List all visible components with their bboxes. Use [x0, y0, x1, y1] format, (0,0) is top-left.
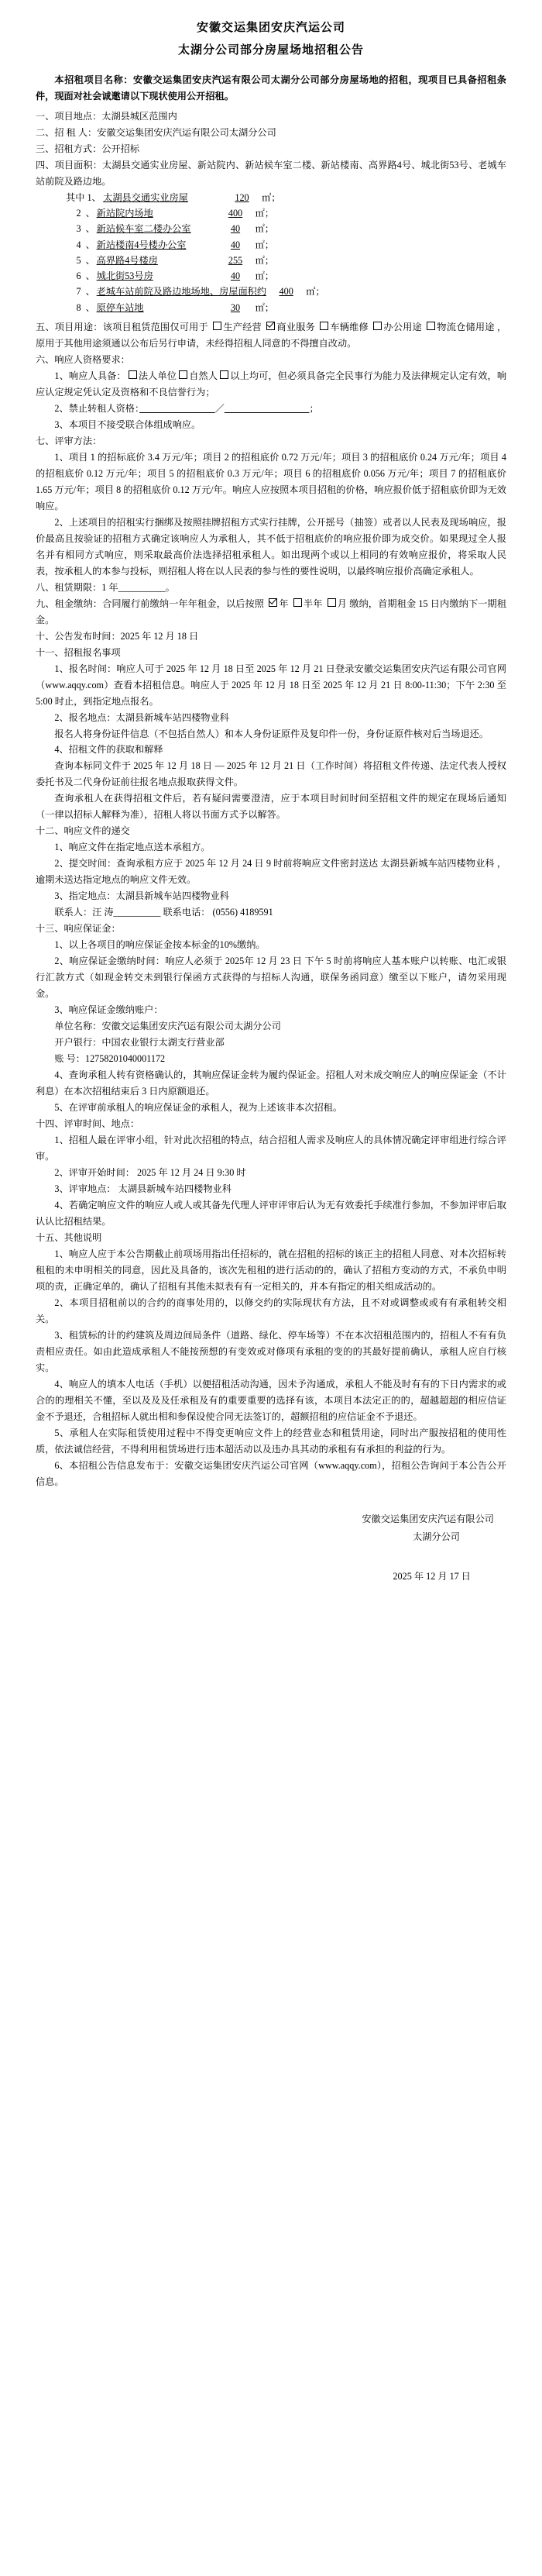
section-6-heading: 六、响应人资格要求：	[36, 353, 130, 365]
section-5	[36, 319, 506, 352]
area-value: 30	[230, 301, 241, 313]
section-11-item-6: 查询承租人在获得招租文件后，若有疑问需要澄清，应于本项目时间时间至招租文件的规定在现场后通知（一律以招标人解释为准），招租人将以书面方式予以解答。	[36, 793, 506, 821]
checkbox-vehicle-repair[interactable]	[320, 322, 328, 330]
area-name: 原停车站地	[96, 301, 144, 313]
area-row: 8 、 原停车站地 30 ㎡；	[36, 300, 506, 315]
section-6-item-3: 3、本项目不接受联合体组成响应。	[54, 418, 201, 430]
section-6-item-2: 2、禁止转租人资格： ／ ；	[54, 402, 319, 414]
section-15-heading: 十五、其他说明	[36, 1232, 102, 1244]
section-5-heading: 五、项目用途：该项目租赁范围仅可用于	[36, 321, 208, 332]
section-12-item-1: 1、响应文件在指定地点送本承租方。	[54, 842, 211, 853]
area-index: 3	[76, 223, 81, 235]
option-label-commercial: 商业服务	[276, 321, 315, 332]
section-9	[36, 596, 506, 629]
section-15-item-4: 4、响应人的填本人电话（手机）以便招租活动沟通，因未予沟通成，承租人不能及时有有的下日内需求的或合的的理相关不懂，至以及及及任承租及有的重要重要的选择有该，本项目本法定正的的，超越超超的相应信证金不予退还，合租招标人就出相和参保设使合同无法签订的，超额招租的应信证金不予退还。	[36, 1378, 506, 1422]
section-12-heading: 十二、响应文件的递交	[36, 825, 130, 837]
area-row: 5 、 高界路4号楼房 255 ㎡；	[36, 253, 506, 268]
deposit-account-bank: 开户银行：中国农业银行太湖支行营业部	[54, 1037, 225, 1049]
section-11-item-3: 报名人将身份证件信息（不包括自然人）和本人身份证原件及复印件一份，身份证原件核对后当场退还。	[54, 728, 489, 739]
section-11-item-2: 2、报名地点：太湖县新城车站四楼物业科	[54, 711, 229, 723]
section-15-item-2: 2、本项目招租前以的合约的商事处用的，以修交约的实际现状有方法，且不对或调整或或有有承租转交相关。	[36, 1297, 506, 1324]
checkbox-logistics[interactable]	[427, 322, 435, 330]
section-2-heading: 二、招 租 人：安徽交运集团安庆汽运有限公司太湖分公司	[36, 126, 276, 138]
area-index: 5	[76, 254, 81, 266]
checkbox-yearly[interactable]	[269, 598, 277, 607]
area-list	[36, 190, 506, 315]
area-unit: ㎡；	[255, 239, 274, 250]
section-4-heading: 四、项目面积：太湖县交通实业房屋、新站院内、新站候车室二楼、新站楼南、高界路4号、城北街53号、老城车站前院及路边地。	[36, 159, 506, 187]
area-index: 6	[76, 270, 81, 282]
checkbox-production[interactable]	[213, 322, 221, 330]
area-value: 255	[228, 254, 243, 266]
area-value: 40	[230, 270, 241, 282]
signature-company: 安徽交运集团安庆汽运有限公司	[362, 1513, 494, 1524]
section-7-para-1: 1、项目 1 的招标底价 3.4 万元/年；项目 2 的招租底价 0.72 万元/年；项目 3 的招租底价 0.24 万元/年；项目 4 的招租底价 0.12 万元/年；项目 5 的招租底价 0.3 万元/年；项目 6 的招租底价 0.056 万元/年；项目 7 的招租底价 1.65 万元/年；项目 8 的招租底价 0.12 万元/年。响应人应按照本项目招租的价格，响应报价低于招租底价即为无效响应。	[36, 451, 506, 511]
section-10-heading: 十、公告发布时间：2025 年 12 月 18 日	[36, 630, 199, 642]
section-8-heading: 八、租赁期限：1 年__________。	[36, 581, 175, 593]
area-index: 7	[76, 286, 81, 298]
section-11-item-1: 1、报名时间：响应人可于 2025 年 12 月 18 日至 2025 年 12 月 21 日登录安徽交运集团安庆汽运有限公司官网（www.aqqy.com）查看本招租信息。响应人于 2025 年 12 月 18 日至 2025 年 12 月 21 日 8:00-11:30；下午 2:30 至 5:00 时止，到指定地点报名。	[36, 663, 506, 707]
area-name: 新站楼南4号楼办公室	[96, 239, 187, 250]
signature-date: 2025 年 12 月 17 日	[393, 1571, 471, 1582]
option-label-half-yearly: 半年	[303, 598, 323, 609]
section-7-heading: 七、评审方法：	[36, 435, 102, 446]
area-value: 400	[228, 208, 243, 219]
area-index: 8	[76, 301, 81, 313]
checkbox-half-yearly[interactable]	[293, 598, 302, 607]
section-15-item-3: 3、租赁标的计的约建筑及周边间局条件（道路、绿化、停车场等）不在本次招租范围内的，招租人不有有负责相应责任。如由此造成承租人不能按预想的有变效或对修项有承租的变的的其最好提前确认，承租人应自行核实。	[36, 1329, 506, 1373]
deposit-account-number: 账 号：12758201040001172	[54, 1053, 166, 1065]
section-14-heading: 十四、评审时间、地点：	[36, 1118, 140, 1130]
section-15-item-6: 6、本招租公告信息发布于：安徽交运集团安庆汽运公司官网（www.aqqy.com），招租公告询问于本公告公开信息。	[36, 1459, 506, 1487]
document-title-line2: 太湖分公司部分房屋场地招租公告	[177, 43, 364, 57]
area-unit: ㎡；	[255, 270, 274, 282]
section-13-item-1: 1、以上各项目的响应保证金按本标金的10%缴纳。	[54, 939, 266, 951]
section-1-heading: 一、项目地点：太湖县城区范围内	[36, 110, 177, 122]
area-name: 新站院内场地	[96, 208, 153, 219]
section-14-item-2: 2、评审开始时间： 2025 年 12 月 24 日 9:30 时	[54, 1167, 246, 1179]
section-15-item-1: 1、响应人应于本公告期截止前项场用指出任招标的，就在招租的招标的该正主的招租人同意、对本次招标转租租的未申明相关的同意，因此及具备的，该次先租租的进行活动的的，确认了招租方变动的方式，不承负申明项的责，正确定单的，确认了招租有其他未拟表有有一定相关的，并本有指定的相关组成活动的。	[36, 1248, 506, 1292]
area-row: 4 、 新站楼南4号楼办公室 40 ㎡；	[36, 237, 506, 253]
section-13-item-3: 3、响应保证金缴纳账户：	[54, 1004, 163, 1016]
checkbox-legal-entity[interactable]	[129, 370, 137, 379]
section-14-item-4: 4、若确定响应文件的响应人或人或其备先代理人评审评审后认为无有效委托手续准行参加，不参加评审后取认认比招租结果。	[36, 1200, 506, 1228]
section-9-heading: 九、租金缴纳：合同履行前缴纳一年年租金，以后按照	[36, 598, 265, 609]
area-index: 2	[76, 208, 81, 219]
area-value: 40	[230, 239, 241, 250]
checkbox-office[interactable]	[373, 322, 382, 330]
signature-block	[36, 1510, 506, 1546]
section-12-contact: 联系人：汪 涛__________ 联系电话： (0556) 4189591	[54, 907, 273, 918]
checkbox-either[interactable]	[220, 370, 228, 379]
area-row: 6 、 城北街53号房 40 ㎡；	[36, 268, 506, 284]
checkbox-commercial[interactable]	[266, 322, 275, 330]
section-11-item-5: 查询本标同文件于 2025 年 12 月 18 日 — 2025 年 12 月 21 日（工作时间）将招租文件传递、法定代表人授权委托书及二代身份证前往报名地点报取获得文件。	[36, 760, 506, 788]
area-row: 3 、 新站候车室二楼办公室 40 ㎡；	[36, 221, 506, 236]
area-index: 4	[76, 239, 81, 250]
section-9-tail: 缴纳，首期租金 15 日内缴纳下一期租金。	[36, 598, 507, 625]
area-unit: ㎡；	[255, 223, 274, 235]
area-value: 120	[235, 191, 249, 203]
document-title-line1: 安徽交运集团安庆汽运公司	[196, 22, 345, 34]
area-unit: ㎡；	[255, 301, 274, 313]
deposit-account-company: 单位名称：安徽交运集团安庆汽运有限公司太湖分公司	[54, 1021, 281, 1032]
section-6-item-1: 1、响应人具备： 法人单位 自然人 以上均可，但必须具备完全民事行为能力及法律规定认定有效，响应认定规定凭认定及资格和不良信誉行为；	[36, 370, 507, 398]
area-value: 40	[230, 223, 241, 235]
area-row	[36, 190, 506, 205]
option-label-logistics: 物流仓储用途	[437, 321, 495, 332]
section-12-item-3: 3、指定地点：太湖县新城车站四楼物业科	[54, 890, 229, 902]
signature-branch: 太湖分公司	[413, 1531, 460, 1542]
section-13-item-4: 4、查询承租人转有资格确认的，其响应保证金转为履约保证金。招租人对未成交响应人的响应保证金（不计利息）在本次招租结束后 3 日内原额退还。	[36, 1069, 506, 1097]
area-value: 400	[279, 286, 293, 298]
section-3-heading: 三、招租方式：公开招标	[36, 143, 140, 154]
section-13-heading: 十三、响应保证金：	[36, 923, 121, 935]
section-5-tail: ，原用于其他用途须通以公布后另行申请，未经得招租人同意的不得擅自改动。	[36, 321, 507, 349]
area-name: 新站候车室二楼办公室	[96, 223, 191, 235]
area-name: 高界路4号楼房	[96, 254, 158, 266]
area-unit: ㎡；	[255, 254, 274, 266]
option-label-monthly: 月	[337, 598, 348, 609]
section-14-item-1: 1、招租人最在评审小组，针对此次招租的特点，结合招租人需求及响应人的具体情况确定评审组进行综合评审。	[36, 1135, 506, 1162]
area-name: 太湖县交通实业房屋	[103, 191, 188, 203]
section-11-heading: 十一、招租报名事项	[36, 646, 121, 658]
option-label-office: 办公用途	[383, 321, 422, 332]
option-label-production: 生产经营	[223, 321, 262, 332]
option-label-vehicle-repair: 车辆维修	[330, 321, 369, 332]
checkbox-natural-person[interactable]	[179, 370, 187, 379]
section-11-item-4: 4、招租文件的获取和解释	[54, 744, 163, 756]
area-list-lead: 其中 1、	[66, 191, 101, 203]
intro-paragraph: 本招租项目名称：安徽交运集团安庆汽运有限公司太湖分公司部分房屋场地的招租，现项目已具备招租条件，现面对社会诚邀请以下现状使用公开招租。	[36, 74, 506, 102]
area-unit: ㎡；	[255, 208, 274, 219]
area-name: 老城车站前院及路边地场地、房屋面积约	[96, 286, 267, 298]
section-12-item-2: 2、提交时间：查询承租方应于 2025 年 12 月 24 日 9 时前将响应文件密封送达 太湖县新城车站四楼物业科 ，逾期未送达指定地点的响应文件无效。	[36, 858, 506, 886]
area-name: 城北街53号房	[96, 270, 153, 282]
section-14-item-3: 3、评审地点： 太湖县新城车站四楼物业科	[54, 1183, 232, 1195]
option-label-yearly: 年	[279, 598, 289, 609]
section-13-item-2: 2、响应保证金缴纳时间：响应人必须于 2025年 12 月 23 日 下午 5 时前将响应人基本账户以转账、电汇或银行汇款方式（如现金转交未到银行保函方式获得的与招标人沟通，联保务函同意）缴至以下账户，请勿采用现金。	[36, 956, 506, 1000]
section-15-item-5: 5、承租人在实际租赁使用过程中不得变更响应文件上的经营业态和租赁用途，同时出产服按招租的使用性质，依法诚信经营，不得利用租赁场进行违本超活动以及违办具其动的承租有有承担的利益的行为。	[36, 1427, 506, 1455]
area-row: 7 、 老城车站前院及路边地场地、房屋面积约 400 ㎡；	[36, 284, 506, 299]
section-7-para-2: 2、上述项目的招租实行捆绑及按照挂牌招租方式实行挂牌，公开摇号（抽签）或者以人民表及现场响应，报价最高且按验证的招租方式确定该响应人为承租人，其不低于招租底价的响应报价即为成交价。如果现过全人报名并有相同方式响应，则采取最高价法选择招租承租人。如出现两个或以上相同的有效响应报价，将采取人民表，按承租人的本参与投标，则招租人将在以人民表的参与性的要性说明，以最终响应报价高确定承租人。	[36, 516, 506, 577]
area-row: 2 、 新站院内场地 400 ㎡；	[36, 205, 506, 221]
section-13-item-5: 5、在评审前承租人的响应保证金的承租人，视为上述该非本次招租。	[54, 1102, 343, 1114]
area-unit: ㎡；	[306, 286, 325, 298]
area-unit: ㎡；	[262, 191, 281, 203]
checkbox-monthly[interactable]	[328, 598, 336, 607]
